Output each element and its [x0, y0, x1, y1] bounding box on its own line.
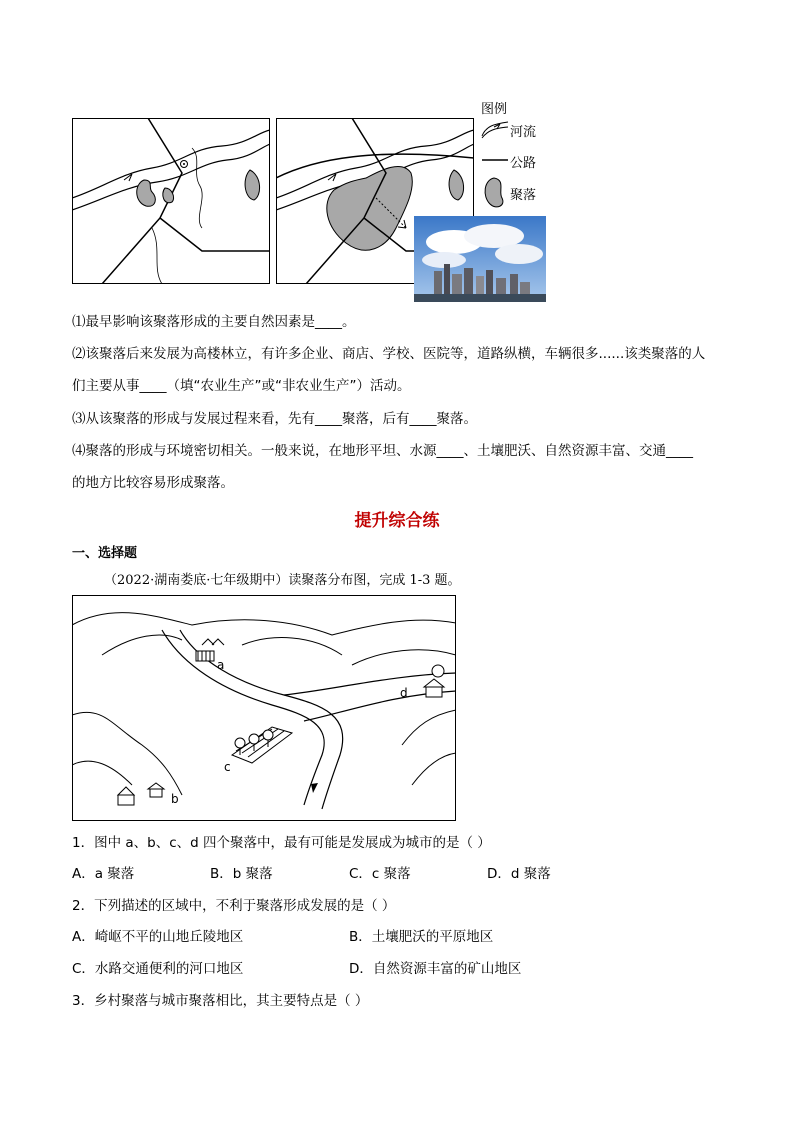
question-4-text-line2: 的地方比较容易形成聚落。	[72, 475, 234, 491]
city-skyline-photo	[414, 216, 546, 302]
question-1-text: ⑴最早影响该聚落形成的主要自然因素是____。	[72, 314, 356, 330]
q1-option-d[interactable]: D．d 聚落	[487, 866, 551, 882]
settlement-map-early	[72, 118, 270, 284]
legend-title: 图例	[481, 102, 508, 117]
map-label-c: c	[224, 760, 231, 774]
question-intro: （2022·湖南娄底·七年级期中）读聚落分布图，完成 1-3 题。	[104, 573, 461, 588]
question-3-text: ⑶从该聚落的形成与发展过程来看，先有____聚落，后有____聚落。	[72, 411, 477, 427]
q1-option-c[interactable]: C．c 聚落	[349, 866, 411, 882]
q2-option-a[interactable]: A．崎岖不平的山地丘陵地区	[72, 929, 244, 945]
settlement-distribution-map	[72, 595, 456, 821]
question-2-text-line1: ⑵该聚落后来发展为高楼林立，有许多企业、商店、学校、医院等，道路纵横，车辆很多......该类聚落的人	[72, 346, 706, 362]
river-icon	[480, 118, 510, 140]
q2-option-b[interactable]: B．土壤肥沃的平原地区	[349, 929, 494, 945]
question-2-text-line2: 们主要从事____（填“农业生产”或“非农业生产”）活动。	[72, 378, 411, 394]
section-heading: 提升综合练	[354, 511, 440, 531]
map-label-b: b	[171, 792, 179, 806]
legend-road-label: 公路	[510, 156, 537, 171]
legend-river-label: 河流	[510, 125, 537, 140]
mc-question-1-stem: 1．图中 a、b、c、d 四个聚落中，最有可能是发展成为城市的是（ ）	[72, 835, 491, 851]
q1-option-a[interactable]: A．a 聚落	[72, 866, 135, 882]
road-icon	[480, 150, 510, 170]
q2-option-d[interactable]: D．自然资源丰富的矿山地区	[349, 961, 522, 977]
settlement-icon	[482, 176, 508, 210]
section-label: 一、选择题	[72, 546, 138, 561]
legend-settlement-label: 聚落	[510, 188, 537, 203]
map-label-a: a	[217, 658, 225, 672]
q2-option-c[interactable]: C．水路交通便利的河口地区	[72, 961, 244, 977]
map-label-d: d	[400, 686, 408, 700]
q1-option-b[interactable]: B．b 聚落	[210, 866, 273, 882]
question-4-text-line1: ⑷聚落的形成与环境密切相关。一般来说，在地形平坦、水源____、土壤肥沃、自然资源丰富、交通____	[72, 443, 693, 459]
mc-question-3-stem: 3．乡村聚落与城市聚落相比，其主要特点是（ ）	[72, 993, 369, 1009]
mc-question-2-stem: 2．下列描述的区域中，不利于聚落形成发展的是（ ）	[72, 898, 396, 914]
